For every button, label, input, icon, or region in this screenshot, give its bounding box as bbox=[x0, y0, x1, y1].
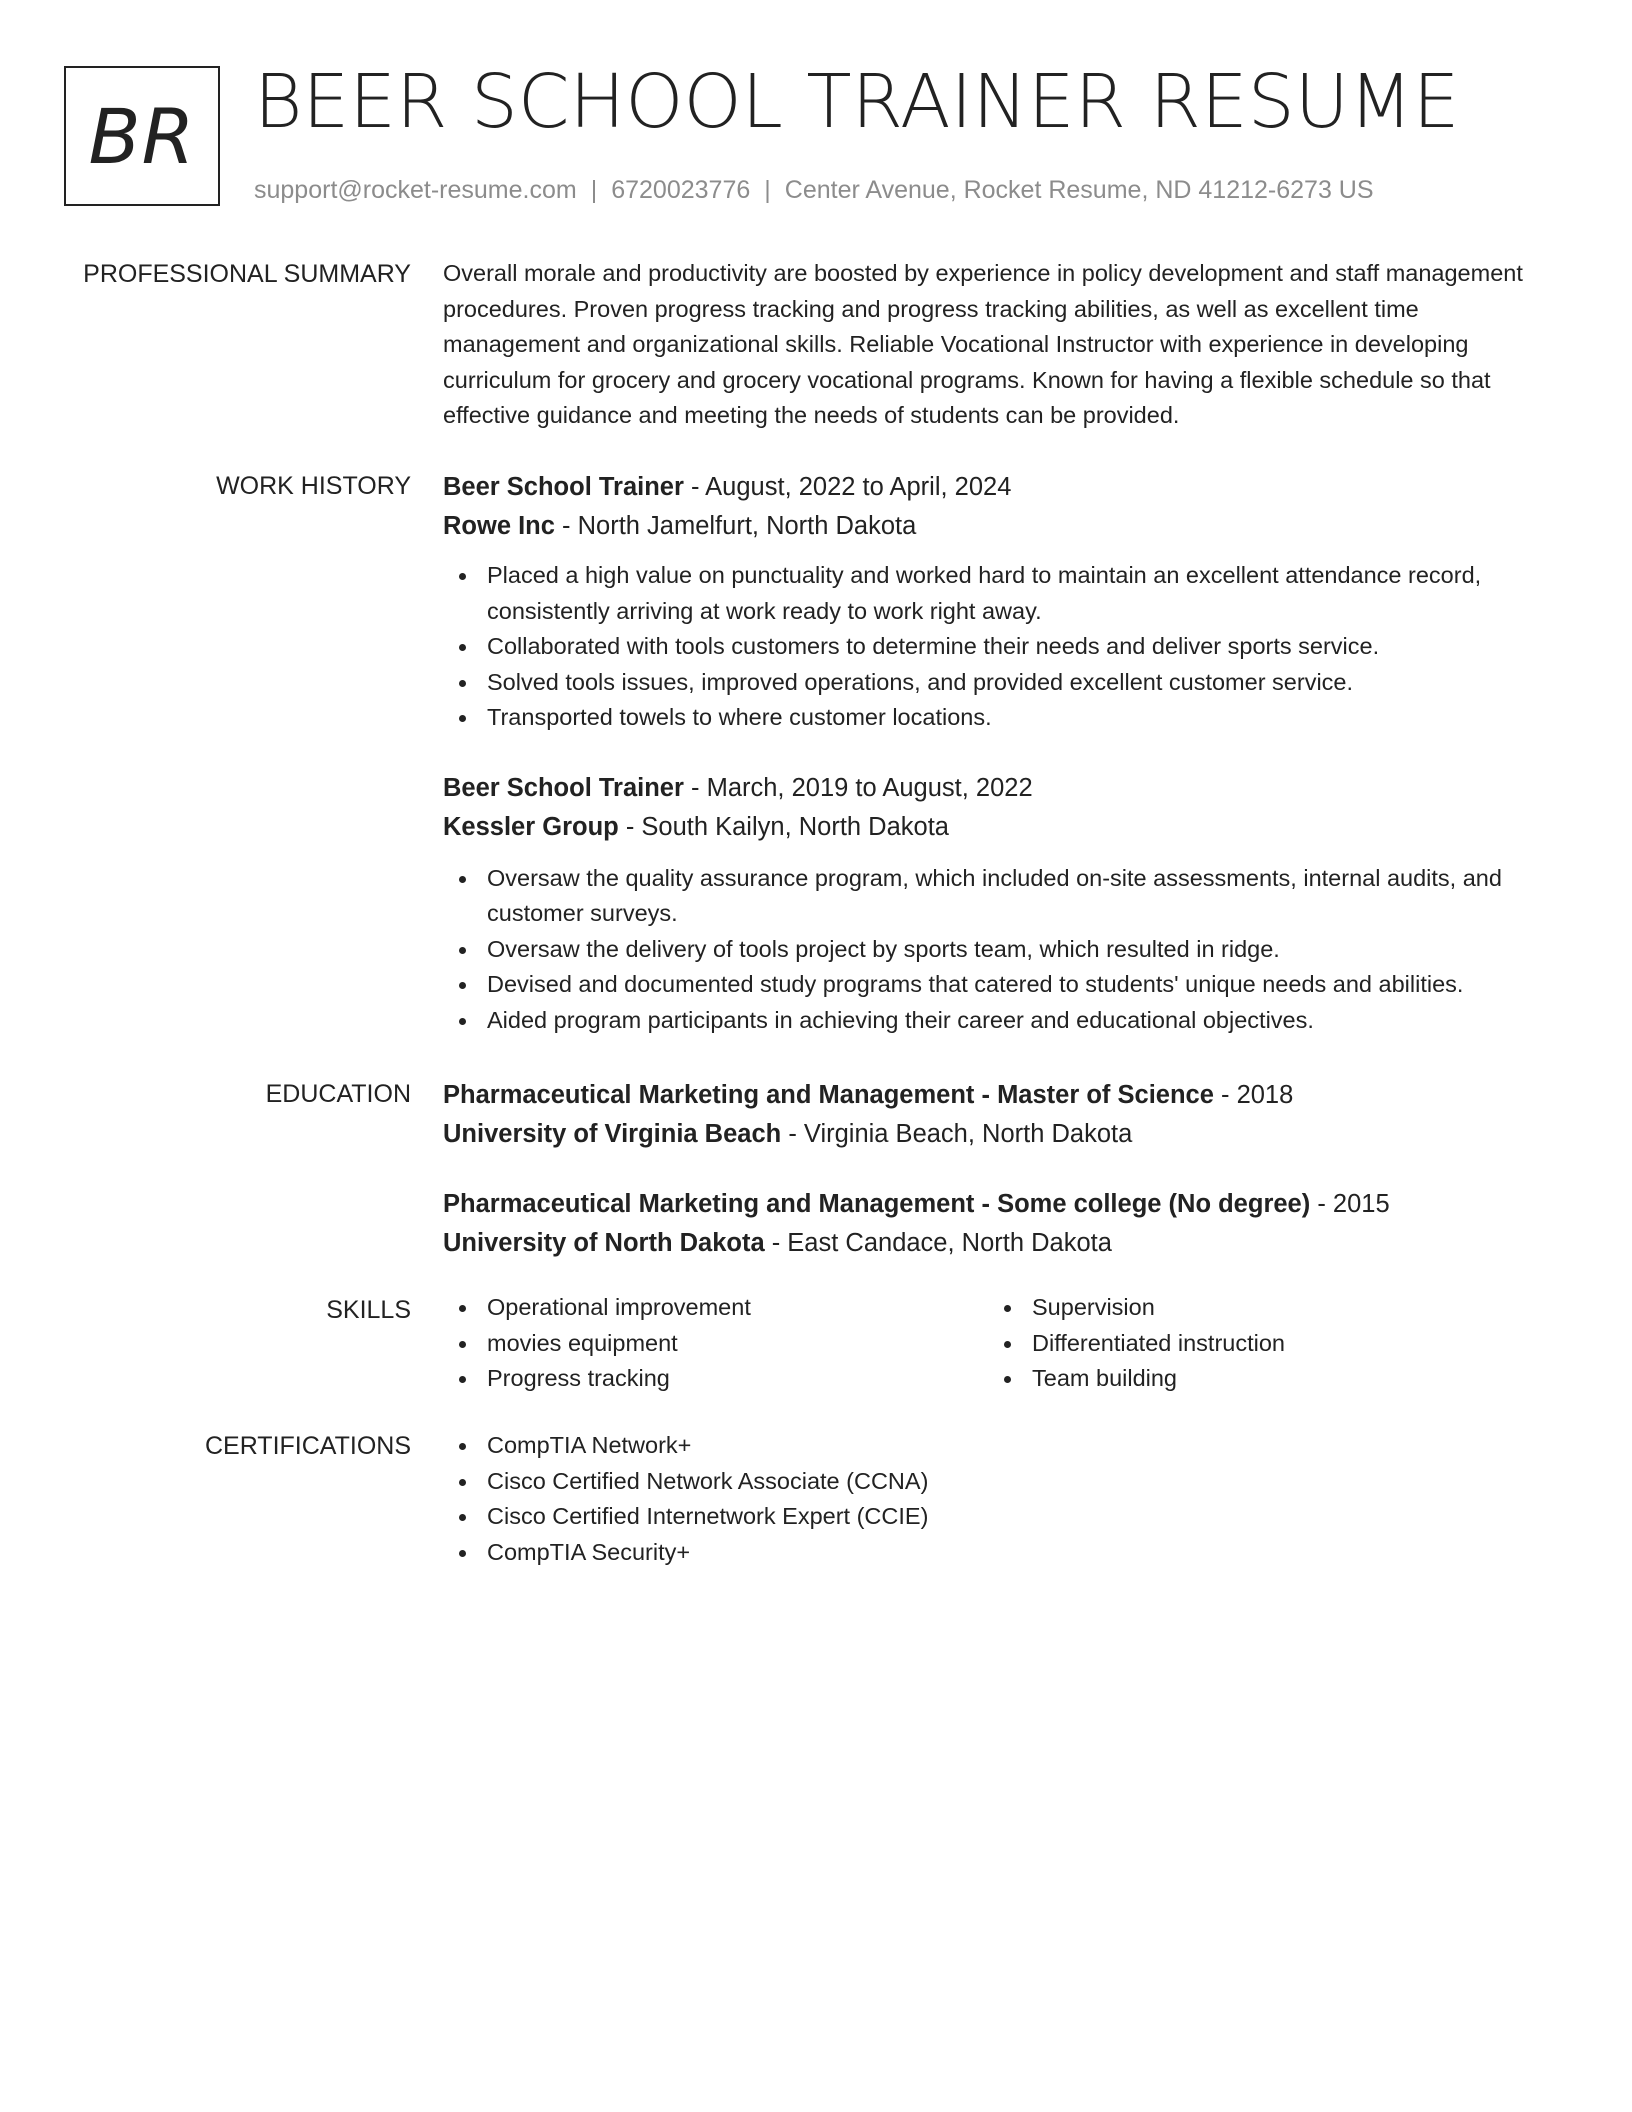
contact-address: Center Avenue, Rocket Resume, ND 41212-6273 US bbox=[784, 176, 1374, 204]
list-item: Progress tracking bbox=[443, 1361, 988, 1397]
list-item: Collaborated with tools customers to determine their needs and deliver sports service. bbox=[443, 629, 1553, 665]
job-company-line bbox=[443, 808, 1553, 847]
list-item: Oversaw the delivery of tools project by sports team, which resulted in ridge. bbox=[443, 932, 1553, 968]
list-item: Team building bbox=[988, 1361, 1533, 1397]
skills-list-right bbox=[988, 1290, 1533, 1397]
contact-separator: | bbox=[590, 176, 598, 204]
job-title: Beer School Trainer bbox=[443, 473, 684, 501]
monogram-box bbox=[64, 66, 220, 206]
contact-separator: | bbox=[764, 176, 771, 204]
list-item: Operational improvement bbox=[443, 1290, 988, 1326]
certifications-label: CERTIFICATIONS bbox=[204, 1432, 411, 1460]
summary-text: Overall morale and productivity are boosted by experience in policy development and staff management procedures. Proven progress tracking and progress tracking abilities, as well as excellent time management and organizational skills. Reliable Vocational Instructor with experience in developing curriculum for grocery and grocery vocational programs. Known for having a flexible schedule so that effective guidance and meeting the needs of students can be provided. bbox=[443, 260, 1523, 428]
skills-label: SKILLS bbox=[326, 1296, 411, 1324]
certifications-list bbox=[443, 1428, 1553, 1570]
job-dates: - March, 2019 to August, 2022 bbox=[683, 773, 1033, 802]
contact-phone: 6720023776 bbox=[611, 176, 751, 204]
contact-email: support@rocket-resume.com bbox=[254, 176, 577, 204]
job-role-line bbox=[443, 468, 1553, 507]
list-item: Placed a high value on punctuality and worked hard to maintain an excellent attendance record, consistently arriving at work ready to work right away. bbox=[443, 558, 1553, 629]
resume-title: BEER SCHOOL TRAINER RESUME bbox=[254, 59, 1460, 145]
job-bullets bbox=[443, 861, 1553, 1039]
education-entry bbox=[443, 1185, 1553, 1263]
education-degree: Pharmaceutical Marketing and Management - Some college (No degree) bbox=[443, 1190, 1311, 1218]
job-company: Rowe Inc bbox=[443, 512, 555, 540]
education-location: - Virginia Beach, North Dakota bbox=[781, 1120, 1133, 1148]
job-title: Beer School Trainer bbox=[443, 773, 684, 802]
list-item: Differentiated instruction bbox=[988, 1326, 1533, 1362]
education-school-line bbox=[443, 1115, 1553, 1154]
education-school: University of Virginia Beach bbox=[443, 1120, 782, 1148]
list-item: Solved tools issues, improved operations, and provided excellent customer service. bbox=[443, 665, 1553, 701]
education-location: - East Candace, North Dakota bbox=[764, 1229, 1112, 1257]
education-school: University of North Dakota bbox=[443, 1229, 765, 1257]
job-location: - South Kailyn, North Dakota bbox=[618, 812, 949, 841]
list-item: Supervision bbox=[988, 1290, 1533, 1326]
list-item: Cisco Certified Network Associate (CCNA) bbox=[443, 1464, 1553, 1500]
list-item: Cisco Certified Internetwork Expert (CCIE) bbox=[443, 1499, 1553, 1535]
job-entry bbox=[443, 769, 1553, 1039]
education-school-line bbox=[443, 1224, 1553, 1263]
education-label: EDUCATION bbox=[265, 1080, 411, 1108]
list-item: Transported towels to where customer locations. bbox=[443, 700, 1553, 736]
list-item: CompTIA Network+ bbox=[443, 1428, 1553, 1464]
job-role-line bbox=[443, 769, 1553, 808]
job-location: - North Jamelfurt, North Dakota bbox=[554, 512, 917, 540]
list-item: CompTIA Security+ bbox=[443, 1535, 1553, 1571]
list-item: Oversaw the quality assurance program, which included on-site assessments, internal audits, and customer surveys. bbox=[443, 861, 1553, 932]
job-company-line bbox=[443, 507, 1553, 546]
job-bullets bbox=[443, 558, 1553, 736]
education-degree: Pharmaceutical Marketing and Management - Master of Science bbox=[443, 1081, 1214, 1109]
education-year: - 2018 bbox=[1213, 1081, 1294, 1109]
contact-line bbox=[254, 172, 1374, 208]
job-company: Kessler Group bbox=[443, 812, 619, 841]
monogram-initials: BR bbox=[88, 91, 196, 181]
list-item: Devised and documented study programs that catered to students' unique needs and abilities. bbox=[443, 967, 1553, 1003]
education-year: - 2015 bbox=[1310, 1190, 1390, 1218]
education-degree-line bbox=[443, 1076, 1553, 1115]
list-item: movies equipment bbox=[443, 1326, 988, 1362]
summary-label: PROFESSIONAL SUMMARY bbox=[83, 260, 411, 288]
list-item: Aided program participants in achieving their career and educational objectives. bbox=[443, 1003, 1553, 1039]
skills-list-left bbox=[443, 1290, 988, 1397]
education-entry bbox=[443, 1076, 1553, 1154]
education-degree-line bbox=[443, 1185, 1553, 1224]
job-dates: - August, 2022 to April, 2024 bbox=[683, 473, 1012, 501]
skills-grid bbox=[443, 1290, 1553, 1397]
work-history-label: WORK HISTORY bbox=[216, 472, 411, 500]
job-entry bbox=[443, 468, 1553, 736]
